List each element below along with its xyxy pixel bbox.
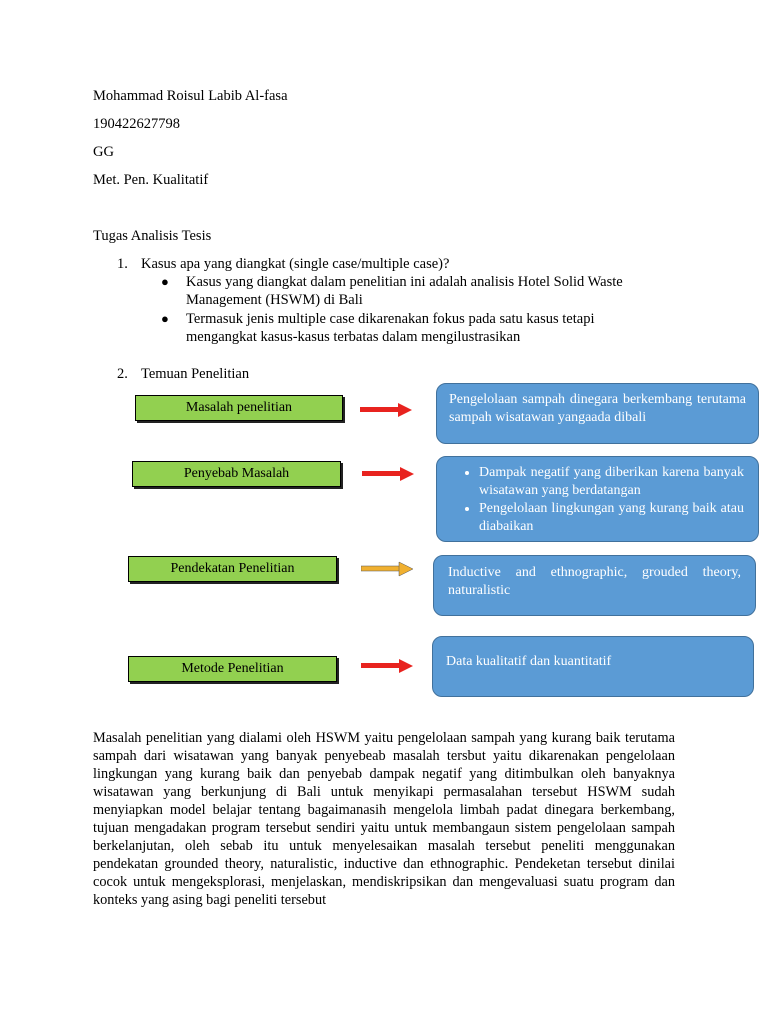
result-text: Inductive and ethnographic, grouded theory, naturalistic bbox=[448, 565, 741, 598]
q1-bullet-2: Termasuk jenis multiple case dikarenakan fokus pada satu kasus tetapi mengangkat kasus-kasus terbatas dalam mengilustrasikan bbox=[186, 311, 595, 345]
arrow-right-icon bbox=[361, 658, 413, 674]
author-name: Mohammad Roisul Labib Al-fasa bbox=[93, 88, 288, 104]
q2-title: Temuan Penelitian bbox=[141, 366, 250, 382]
result-text: Data kualitatif dan kuantitatif bbox=[446, 654, 612, 669]
result-box-metode bbox=[432, 636, 754, 697]
q1-number: 1. bbox=[117, 256, 128, 272]
result-box-pendekatan bbox=[433, 555, 756, 616]
label-pendekatan-penelitian bbox=[128, 556, 337, 582]
penyebab-item: • Pengelolaan lingkungan yang kurang baik atau diabaikan bbox=[479, 500, 744, 536]
q2-number: 2. bbox=[117, 366, 128, 382]
result-text: Pengelolaan sampah dinegara berkembang terutama sampah wisatawan yangaada dibali bbox=[449, 392, 746, 425]
label-text: Metode Penelitian bbox=[181, 661, 284, 676]
bullet-icon: ● bbox=[161, 311, 169, 326]
penyebab-list bbox=[437, 464, 744, 536]
summary-paragraph: Masalah penelitian yang dialami oleh HSWM yaitu pengelolaan sampah yang kurang baik terutama sampah dari wisatawan yang banyak penyebeab masalah tersbut yaitu dikarenakan pengelolaan lingkungan yang kurang baik dan penyebab dampak negatif yang ditimbulkan oleh banyaknya wisatawan yang berkunjung di Bali untuk menyikapi permasalahan tersebut HSWM sudah menyiapkan model belajar tentang bagaimanasih mengelola limbah padat dinegara berkembang, tujuan mengadakan program tersebut sendiri yaitu untuk membangaun sistem pengelolaan sampah berkelanjutan, oleh sebab itu untuk menyelesaikan masalah tersebut peneliti menggunakan pendekatan grounded theory, naturalistic, inductive dan ethnographic. Pendeketan tersebut dinilai cocok untuk mengeksplorasi, menjelaskan, mendiskripsikan dan mengevaluasi suatu program dan konteks yang asing bagi peneliti tersebut bbox=[93, 730, 675, 908]
arrow-right-icon bbox=[361, 561, 413, 577]
bullet-icon: ● bbox=[161, 274, 169, 289]
label-text: Penyebab Masalah bbox=[183, 466, 290, 481]
result-box-penyebab bbox=[436, 456, 759, 542]
class-code: GG bbox=[93, 144, 114, 160]
course-name: Met. Pen. Kualitatif bbox=[93, 172, 209, 188]
student-id: 190422627798 bbox=[93, 116, 180, 132]
arrow-right-icon bbox=[362, 466, 414, 482]
penyebab-item: • Dampak negatif yang diberikan karena banyak wisatawan yang berdatangan bbox=[479, 464, 744, 500]
q1-question: Kasus apa yang diangkat (single case/multiple case)? bbox=[141, 256, 450, 272]
label-masalah-penelitian bbox=[135, 395, 343, 421]
label-text: Masalah penelitian bbox=[185, 400, 293, 415]
arrow-right-icon bbox=[360, 402, 412, 418]
label-penyebab-masalah bbox=[132, 461, 341, 487]
assignment-title: Tugas Analisis Tesis bbox=[93, 228, 212, 244]
label-text: Pendekatan Penelitian bbox=[170, 561, 295, 576]
label-metode-penelitian bbox=[128, 656, 337, 682]
q1-bullet-1: Kasus yang diangkat dalam penelitian ini adalah analisis Hotel Solid Waste Management (HSWM) di Bali bbox=[186, 274, 623, 308]
result-box-masalah bbox=[436, 383, 759, 444]
